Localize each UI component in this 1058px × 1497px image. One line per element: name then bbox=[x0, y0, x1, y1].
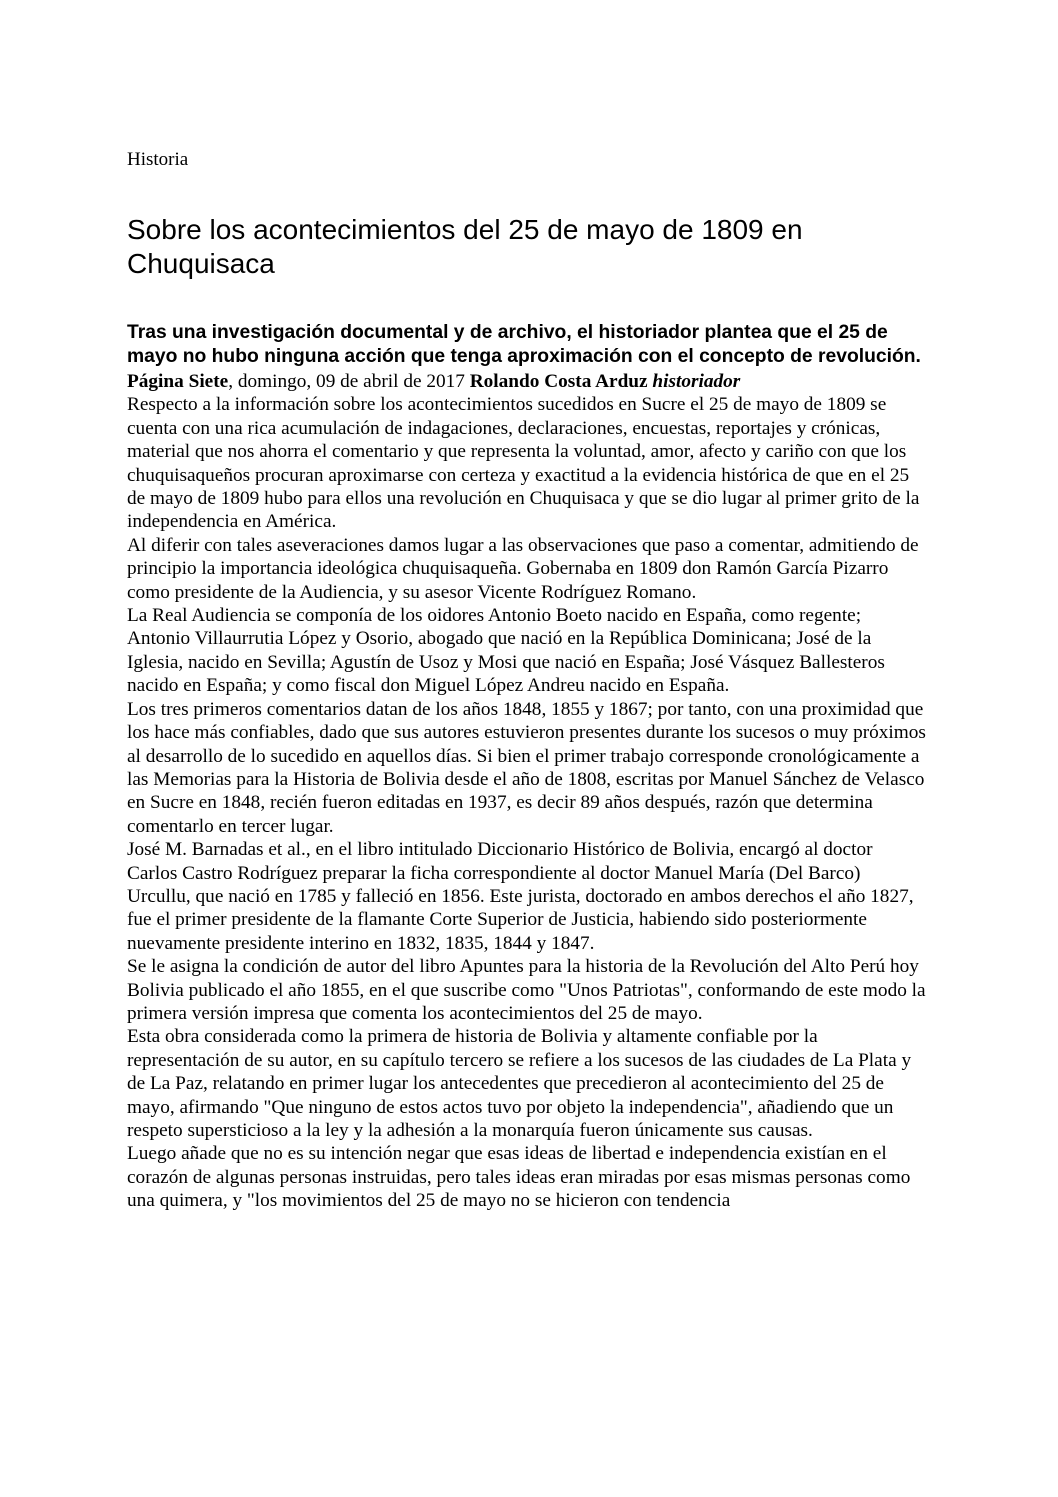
article-title: Sobre los acontecimientos del 25 de mayo de 1809 en Chuquisaca bbox=[127, 214, 803, 279]
body-paragraph: Al diferir con tales aseveraciones damos lugar a las observaciones que paso a comentar, admitiendo de principio la importancia ideológica chuquisaqueña. Gobernaba en 1809 don Ramón García Pizarro como presidente de la Audiencia, y su asesor Vicente Rodríguez Romano. bbox=[127, 534, 919, 603]
byline-date: , domingo, 09 de abril de 2017 bbox=[228, 371, 470, 392]
body-paragraph: Los tres primeros comentarios datan de los años 1848, 1855 y 1867; por tanto, con una proximidad que los hace más confiables, dado que sus autores estuvieron presentes durante los sucesos o muy próximos al desarrollo de lo sucedido en aquellos días. Si bien el primer trabajo corresponde cronológicamente a las Memorias para la Historia de Bolivia desde el año de 1808, escritas por Manuel Sánchez de Velasco en Sucre en 1848, recién fueron editadas en 1937, es decir 89 años después, razón que determina comentarlo en tercer lugar. bbox=[127, 698, 926, 837]
body-paragraph: Respecto a la información sobre los acontecimientos sucedidos en Sucre el 25 de mayo de 1809 se cuenta con una rica acumulación de indagaciones, declaraciones, encuestas, reportajes y crónicas, material que nos ahorra el comentario y que representa la voluntad, amor, afecto y cariño con que los chuquisaqueños procuran aproximarse con certeza y exactitud a la evidencia histórica de que en el 25 de mayo de 1809 hubo para ellos una revolución en Chuquisaca y que se dio lugar al primer grito de la independencia en América. bbox=[127, 394, 920, 533]
body-paragraph: José M. Barnadas et al., en el libro intitulado Diccionario Histórico de Bolivia, encargó al doctor Carlos Castro Rodríguez preparar la ficha correspondiente al doctor Manuel María (Del Barco) Urcullu, que nació en 1785 y falleció en 1856. Este jurista, doctorado en ambos derechos el año 1827, fue el primer presidente de la flamante Corte Superior de Justicia, habiendo sido posteriormente nuevamente presidente interino en 1832, 1835, 1844 y 1847. bbox=[127, 839, 914, 954]
article-subtitle: Tras una investigación documental y de archivo, el historiador plantea que el 25 de mayo no hubo ninguna acción que tenga aproximación con el concepto de revolución. bbox=[127, 322, 921, 367]
byline-publication: Página Siete bbox=[127, 371, 229, 392]
section-label: Historia bbox=[127, 149, 189, 170]
body-paragraph: Luego añade que no es su intención negar que esas ideas de libertad e independencia existían en el corazón de algunas personas instruidas, pero tales ideas eran miradas por esas mismas personas como una quimera, y "los movimientos del 25 de mayo no se hicieron con tendencia bbox=[127, 1143, 911, 1212]
body-paragraph: Esta obra considerada como la primera de historia de Bolivia y altamente confiable por la representación de su autor, en su capítulo tercero se refiere a los sucesos de las ciudades de La Plata y de La Paz, relatando en primer lugar los antecedentes que precedieron al acontecimiento del 25 de mayo, afirmando "Que ninguno de estos actos tuvo por objeto la independencia", añadiendo que un respeto supersticioso a la ley y la adhesión a la monarquía fueron únicamente sus causas. bbox=[127, 1026, 912, 1141]
byline-author: Rolando Costa Arduz bbox=[469, 371, 648, 392]
byline-role: historiador bbox=[652, 371, 741, 392]
body-paragraph: Se le asigna la condición de autor del libro Apuntes para la historia de la Revolución del Alto Perú hoy Bolivia publicado el año 1855, en el que suscribe como "Unos Patriotas", conformando de este modo la primera versión impresa que comenta los acontecimientos del 25 de mayo. bbox=[127, 956, 926, 1024]
byline bbox=[127, 370, 927, 393]
body-paragraph: La Real Audiencia se componía de los oidores Antonio Boeto nacido en España, como regente; Antonio Villaurrutia López y Osorio, abogado que nació en la República Dominicana; José de la Iglesia, nacido en Sevilla; Agustín de Usoz y Mosi que nació en España; José Vásquez Ballesteros nacido en España; y como fiscal don Miguel López Andreu nacido en España. bbox=[127, 605, 885, 697]
document-page bbox=[127, 148, 927, 1213]
